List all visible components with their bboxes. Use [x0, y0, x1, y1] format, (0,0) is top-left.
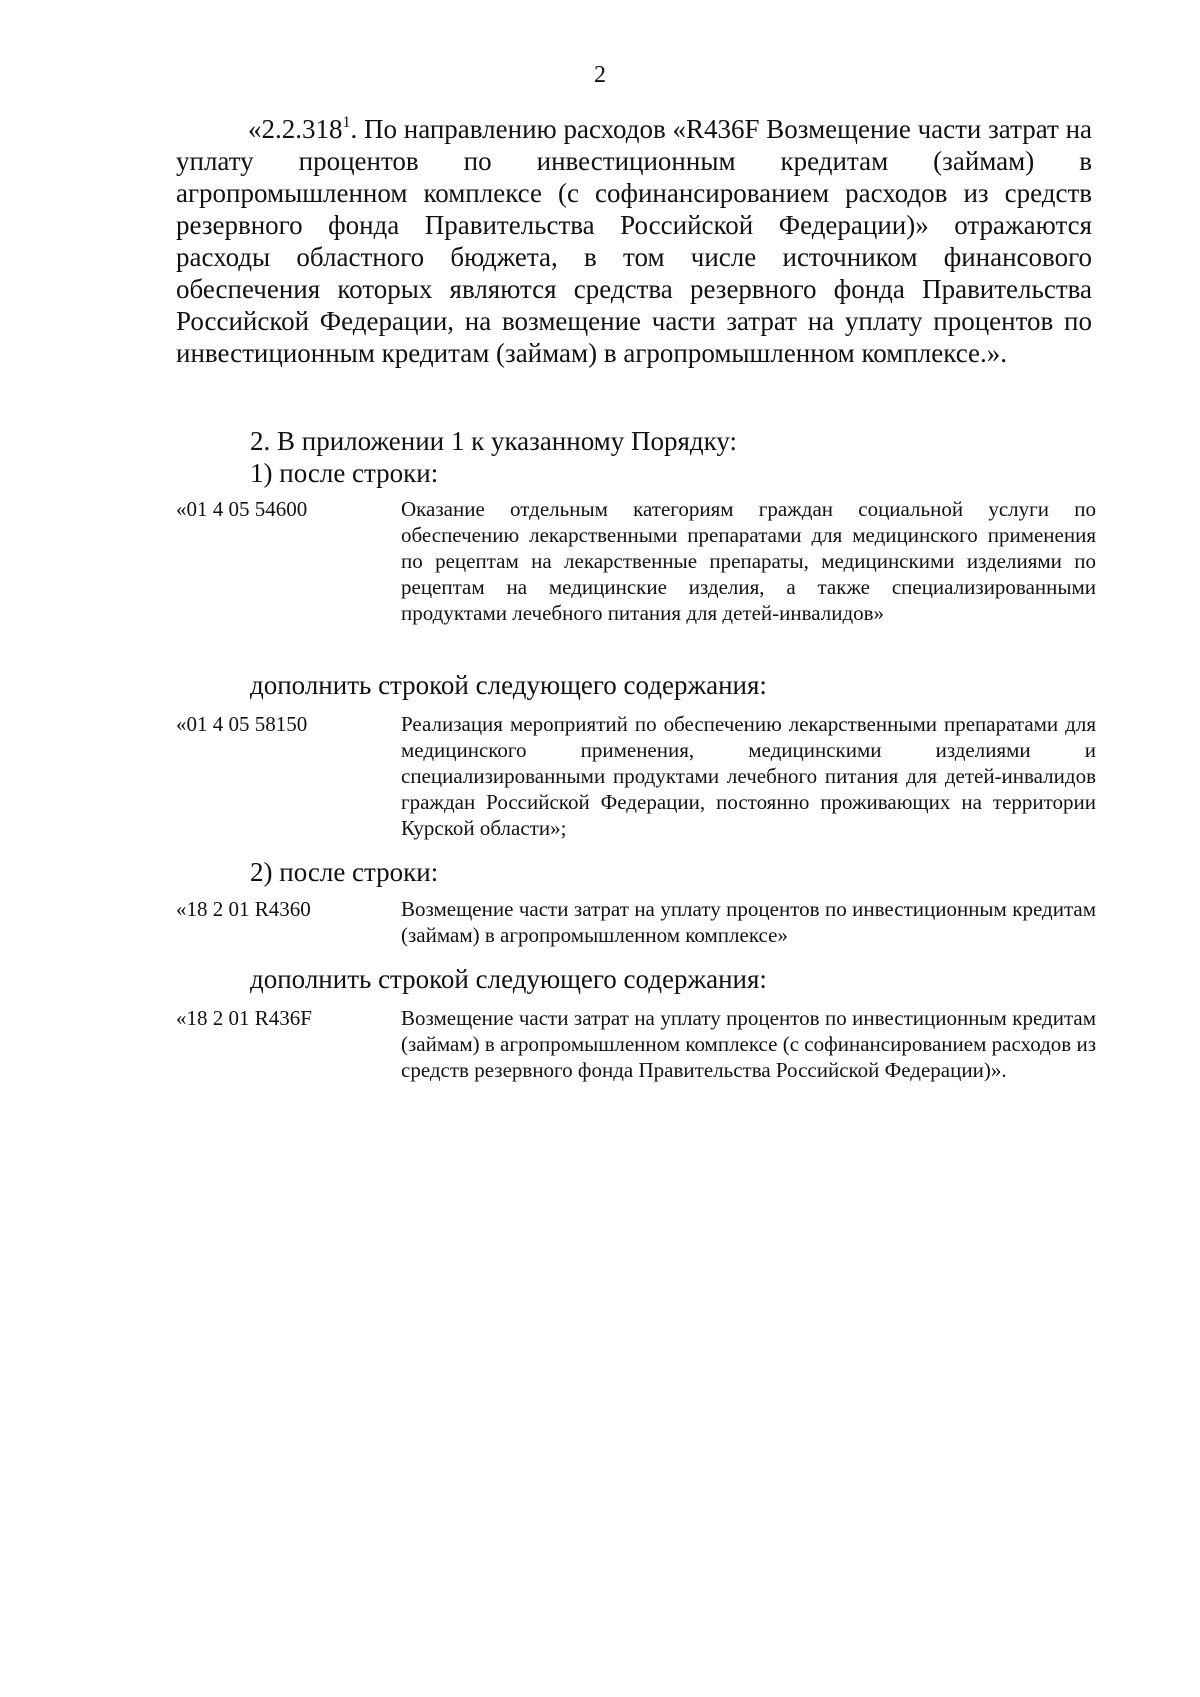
row-description: Реализация мероприятий по обеспечению лекарственными препаратами для медицинского применения, медицинскими изделиями и специализированными продуктами лечебного питания для детей-инвалидов граждан Российской Федерации, постоянно проживающих на территории Курской области»;	[401, 712, 1096, 840]
item-2-heading: 2. В приложении 1 к указанному Порядку:	[250, 426, 738, 456]
paragraph-2-2-318	[176, 113, 1092, 369]
row-code: «01 4 05 54600	[176, 497, 308, 521]
row-description: Оказание отдельным категориям граждан социальной услуги по обеспечению лекарственными препаратами для медицинского применения по рецептам на лекарственные препараты, медицинскими изделиями по рецептам на медицинские изделия, а также специализированными продуктами лечебного питания для детей-инвалидов»	[401, 497, 1096, 625]
page-number: 2	[594, 62, 606, 88]
subitem-2-heading: 2) после строки:	[250, 857, 439, 887]
add-row-instruction: дополнить строкой следующего содержания:	[250, 964, 767, 994]
row-code: «01 4 05 58150	[176, 712, 308, 736]
paragraph-number: «2.2.318	[248, 114, 343, 144]
row-code: «18 2 01 R4360	[176, 897, 311, 921]
paragraph-body: . По направлению расходов «R436F Возмещение части затрат на уплату процентов по инвестиционным кредитам (займам) в агропромышленном комплексе (с софинансированием расходов из средств резервного фонда Правительства Российской Федерации)» отражаются расходы областного бюджета, в том числе источником финансового обеспечения которых являются средства резервного фонда Правительства Российской Федерации, на возмещение части затрат на уплату процентов по инвестиционным кредитам (займам) в агропромышленном комплексе.».	[176, 114, 1092, 368]
paragraph-superscript: 1	[342, 114, 351, 131]
add-row-instruction: дополнить строкой следующего содержания:	[250, 670, 767, 700]
row-description: Возмещение части затрат на уплату процентов по инвестиционным кредитам (займам) в агропромышленном комплексе (с софинансированием расходов из средств резервного фонда Правительства Российской Федерации)».	[401, 1006, 1096, 1082]
row-description: Возмещение части затрат на уплату процентов по инвестиционным кредитам (займам) в агропромышленном комплексе»	[401, 897, 1096, 947]
subitem-1-heading: 1) после строки:	[250, 458, 439, 488]
row-code: «18 2 01 R436F	[176, 1006, 312, 1030]
